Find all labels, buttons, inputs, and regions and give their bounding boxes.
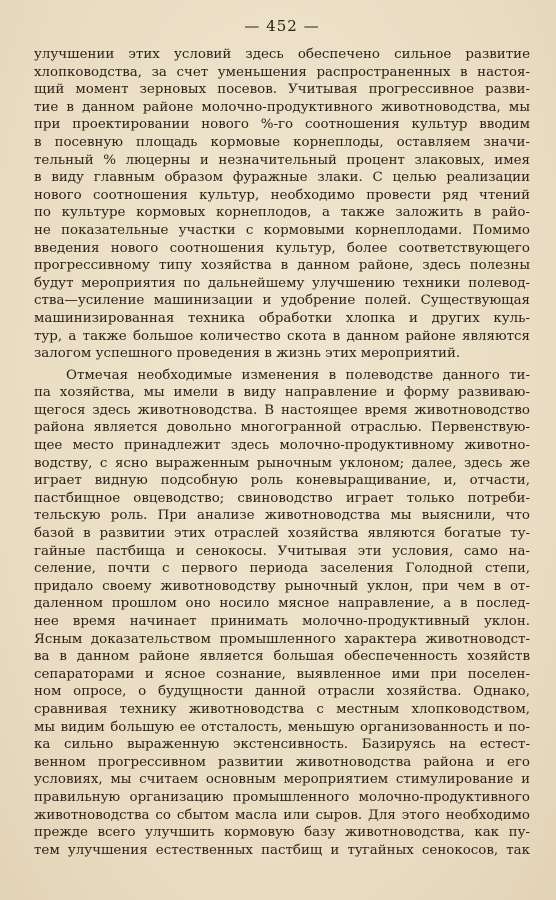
page-number: — 452 — <box>244 17 320 35</box>
text-line: животноводства со сбытом масла или сыров. Для этого необходимо <box>34 807 530 823</box>
text-line: играет видную подсобную роль коневыращивание, и, отчасти, <box>34 473 530 489</box>
text-line: тур, а также большое количество скота в данном районе являются <box>34 328 530 344</box>
text-line: при проектировании нового %-го соотношения культур вводим <box>34 117 530 133</box>
text-line: ка сильно выраженную экстенсивность. Базируясь на естест- <box>34 737 530 753</box>
text-line: сравнивая технику животноводства с местным хлопководством, <box>34 701 530 717</box>
text-line: в виду главным образом фуражные злаки. С целью реализации <box>34 170 530 186</box>
text-line: пастбищное овцеводство; свиноводство играет только потреби- <box>34 490 530 506</box>
text-line: прогрессивному типу хозяйства в данном районе, здесь полезны <box>34 258 530 274</box>
paragraph <box>34 367 530 860</box>
paragraph <box>34 46 530 363</box>
text-line: гайные пастбища и сенокосы. Учитывая эти условия, само на- <box>34 543 530 559</box>
text-line: даленном прошлом оно носило мясное направление, а в послед- <box>34 596 530 612</box>
text-line: прежде всего улучшить кормовую базу животноводства, как пу- <box>34 825 530 841</box>
text-line: не показательные участки с кормовыми корнеплодами. Помимо <box>34 222 530 238</box>
text-line: ства—усиление машинизации и удобрение полей. Существующая <box>34 293 530 309</box>
body-text <box>34 46 530 859</box>
text-line: ва в данном районе является большая обеспеченность хозяйств <box>34 649 530 665</box>
text-line: ном опросе, о будущности данной отрасли хозяйства. Однако, <box>34 684 530 700</box>
text-line: тие в данном районе молочно-продуктивного животноводства, мы <box>34 99 530 115</box>
text-line: условиях, мы считаем основным мероприятием стимулирование и <box>34 772 530 788</box>
text-line: тем улучшения естественных пастбищ и тугайных сенокосов, так <box>34 842 530 858</box>
text-line: придало своему животноводству рыночный уклон, при чем в от- <box>34 578 530 594</box>
text-line: в посевную площадь кормовые корнеплоды, оставляем значи- <box>34 134 530 150</box>
text-line: улучшении этих условий здесь обеспечено сильное развитие <box>34 47 530 62</box>
text-line: мы видим большую ее отсталость, меньшую организованность и по- <box>34 719 530 735</box>
text-line: залогом успешного проведения в жизнь этих мероприятий. <box>34 346 461 362</box>
text-line: будут мероприятия по дальнейшему улучшению техники полевод- <box>34 275 530 291</box>
text-line: Отмечая необходимые изменения в полеводстве данного ти- <box>66 367 530 383</box>
text-line: водству, с ясно выраженным рыночным уклоном; далее, здесь же <box>34 455 530 471</box>
text-line: щегося здесь животноводства. В настоящее время животноводство <box>34 402 530 418</box>
text-line: правильную организацию промышленного молочно-продуктивного <box>34 789 530 805</box>
text-line: венном прогрессивном развитии животноводства района и его <box>34 754 530 770</box>
text-line: щий момент зерновых посевов. Учитывая прогрессивное разви- <box>34 82 530 98</box>
text-line: тельскую роль. При анализе животноводства мы выяснили, что <box>34 508 530 524</box>
text-line: нового соотношения культур, необходимо провести ряд чтений <box>34 187 530 203</box>
text-line: базой в развитии этих отраслей хозяйства являются богатые ту- <box>34 526 530 542</box>
text-line: сепараторами и ясное сознание, выявленное ими при поселен- <box>34 666 530 682</box>
text-line: машинизированная техника обработки хлопка и других куль- <box>34 310 530 326</box>
text-line: по культуре кормовых корнеплодов, а также заложить в райо- <box>34 205 530 221</box>
text-line: щее место принадлежит здесь молочно-продуктивному животно- <box>34 438 530 454</box>
text-line: па хозяйства, мы имели в виду направление и форму развиваю- <box>34 385 530 401</box>
text-line: хлопководства, за счет уменьшения распространенных в настоя- <box>34 64 530 80</box>
text-line: введения нового соотношения культур, более соответствующего <box>34 240 530 256</box>
text-line: селение, почти с первого периода заселения Голодной степи, <box>34 561 530 577</box>
text-line: Ясным доказательством промышленного характера животноводст- <box>34 631 530 647</box>
text-line: тельный % люцерны и незначительный процент злаковых, имея <box>34 152 530 168</box>
text-line: района является довольно многогранной отраслью. Первенствую- <box>34 420 530 436</box>
text-line: нее время начинает принимать молочно-продуктивный уклон. <box>34 614 530 629</box>
